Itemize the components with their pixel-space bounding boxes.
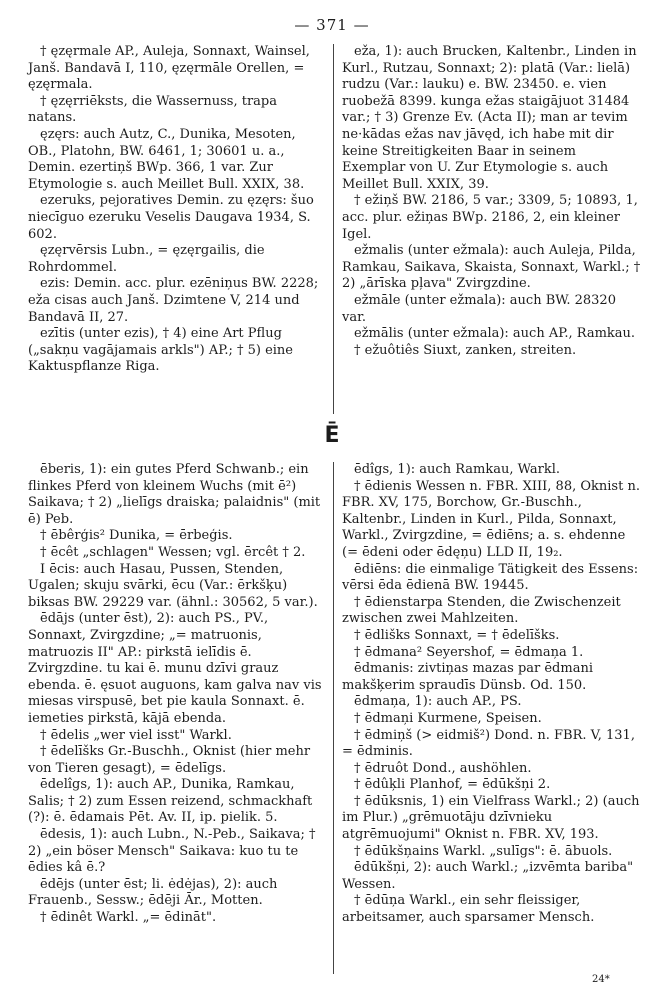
entry: † ēdmiņš (> eidmiš²) Dond. n. FBR. V, 131, = ēdminis. [342, 727, 635, 760]
entry: ezeruks, pejoratives Demin. zu ęzęrs: šuo niecīguo ezeruku Veselis Daugava 1934, S. 602. [28, 193, 314, 242]
entry: ežmalis (unter ežmala): auch Auleja, Pilda, Ramkau, Saikava, Skaista, Sonnaxt, Warkl.; † 2) „ārīska pļava" Zvirgzdine. [342, 243, 641, 292]
column-divider [333, 44, 334, 414]
column-top-right [342, 44, 642, 359]
entry: ezītis (unter ezis), † 4) eine Art Pflug („sakņu vagājamais arkls") AP.; † 5) eine Kaktuspflanze Riga. [28, 326, 293, 375]
entry: ēdājs (unter ēst), 2): auch PS., PV., Sonnaxt, Zvirgzdine; „= matruonis, matruozis II" AP.: pirkstā ielīdis ē. Zvirgzdine. tu kai ē. munu dzīvi grauz ebenda. ē. ęsuot auguons, kam galva nav vis miesas virspusē, bet pie kaula Sonnaxt. ē. iemeties pirkstā, kājā ebenda. [28, 611, 322, 726]
section-letter: Ē [324, 423, 340, 448]
entry: ezis: Demin. acc. plur. ezēniņus BW. 2228; eža cisas auch Janš. Dzimtene V, 214 und Bandavā II, 27. [28, 276, 319, 325]
column-bottom-left [28, 462, 328, 927]
entry: ežmāle (unter ežmala): auch BW. 28320 var. [342, 292, 616, 325]
entry: ēdesis, 1): auch Lubn., N.-Peb., Saikava; † 2) „ein böser Mensch" Saikava: kuo tu te ēdies kâ ē.? [28, 827, 316, 876]
entry: ēdmaņa, 1): auch AP., PS. [354, 694, 522, 710]
entry: ežmālis (unter ežmala): auch AP., Ramkau. [354, 326, 636, 342]
entry: † ežuôtiês Siuxt, zanken, streiten. [354, 342, 577, 358]
entry: eža, 1): auch Brucken, Kaltenbr., Linden in Kurl., Rutzau, Sonnaxt; 2): platā (Var.: lielā) rudzu (Var.: lauku) e. BW. 23450. e. vien ruobežā 8399. kunga ežas staigājuot 31484 var.; † 3) Grenze Ev. (Acta II); man ar tevim ne·kādas ežas nav jāvęd, ich habe mit dir keine Streitigkeiten Baar in seinem Exemplar von U. Zur Etymologie s. auch Meillet Bull. XXIX, 39. [342, 44, 637, 192]
entry: ēdūkšņi, 2): auch Warkl.; „izvēmta bariba" Wessen. [342, 860, 634, 892]
entry: † ęzęrriēksts, die Wassernuss, trapa natans. [28, 93, 278, 126]
entry: † ēdelis „wer viel isst" Warkl. [40, 727, 232, 743]
entry: ęzęrvērsis Lubn., = ęzęrgailis, die Rohrdommel. [28, 243, 265, 275]
entry: ēdîgs, 1): auch Ramkau, Warkl. [354, 462, 560, 477]
entry: ēberis, 1): ein gutes Pferd Schwanb.; ein flinkes Pferd von kleinem Wuchs (mit ē²) Saikava; † 2) „lielīgs draiska; palaidnis" (mit ē) Peb. [28, 462, 321, 527]
entry: ēdelîgs, 1): auch AP., Dunika, Ramkau, Salis; † 2) zum Essen reizend, schmackhaft (?): ē. ēdamais Pēt. Av. II, ip. pielik. 5. [28, 777, 313, 826]
entry: † ēdūņa Warkl., ein sehr fleissiger, arbeitsamer, auch sparsamer Mensch. [342, 893, 595, 926]
entry: † ēdienis Wessen n. FBR. XIII, 88, Oknist n. FBR. XV, 175, Borchow, Gr.-Buschh., Kaltenbr., Linden in Kurl., Pilda, Sonnaxt, Warkl., Zvirgzdine, = ēdiēns; a. s. ehdenne (= ēdeni oder ēdęņu) LLD II, 19₂. [342, 478, 640, 560]
entry: † ežiņš BW. 2186, 5 var.; 3309, 5; 10893, 1, acc. plur. ežiņas BWp. 2186, 2, ein kleiner Igel. [342, 193, 638, 242]
entry: † ęzęrmale AP., Auleja, Sonnaxt, Wainsel, Janš. Bandavā I, 110, ęzęrmāle Orellen, = ęzęrmala. [28, 44, 310, 93]
column-divider [333, 462, 334, 974]
entry: ēdmanis: zivtiņas mazas par ēdmani makšķerim spraudīs Dünsb. Od. 150. [342, 661, 593, 693]
entry: ēdiēns: die einmalige Tätigkeit des Essens: vērsi ēda ēdienā BW. 19445. [342, 561, 639, 594]
entry: † ēdinêt Warkl. „= ēdināt". [40, 910, 217, 926]
entry: † ēdmana² Seyershof, = ēdmaņa 1. [354, 644, 584, 660]
column-top-left [28, 44, 328, 376]
entry: † ēdruôt Dond., aushöhlen. [354, 760, 532, 776]
printer-signature: 24* [592, 974, 610, 985]
entry: † ēdūkšņains Warkl. „sulīgs": ē. ābuols. [354, 843, 613, 859]
entry: † ēdûķli Planhof, = ēdūkšņi 2. [354, 777, 551, 793]
entry: † ēdūksnis, 1) ein Vielfrass Warkl.; 2) (auch im Plur.) „grēmuotāju dzīvnieku atgrēmuojumi" Oknist n. FBR. XV, 193. [342, 793, 640, 843]
entry: † ēdelīšks Gr.-Buschh., Oknist (hier mehr von Tieren gesagt), = ēdelīgs. [28, 744, 311, 776]
column-bottom-right [342, 462, 642, 927]
entry: † ēdlišks Sonnaxt, = † ēdelīšks. [354, 627, 560, 643]
entry: † ēbêrģis² Dunika, = ērbeģis. [40, 528, 233, 544]
entry: † ēdienstarpa Stenden, die Zwischenzeit zwischen zwei Mahlzeiten. [342, 594, 621, 627]
entry: † ēcêt „schlagen" Wessen; vgl. ērcêt † 2. [40, 544, 306, 560]
entry: † ēdmaņi Kurmene, Speisen. [354, 710, 542, 726]
entry: I ēcis: auch Hasau, Pussen, Stenden, Ugalen; skuju svārki, ēcu (Var.: ērkšķu) biksas BW. 29229 var. (ähnl.: 30562, 5 var.). [28, 561, 318, 610]
entry: ęzęrs: auch Autz, C., Dunika, Mesoten, OB., Platohn, BW. 6461, 1; 30601 u. a., Demin. ezertiņš BWp. 366, 1 var. Zur Etymologie s. auch Meillet Bull. XXIX, 38. [28, 126, 305, 192]
entry: ēdējs (unter ēst; li. ėdėjas), 2): auch Frauenb., Sessw.; ēdēji Ār., Motten. [28, 876, 278, 909]
page-number: — 371 — [294, 16, 370, 34]
